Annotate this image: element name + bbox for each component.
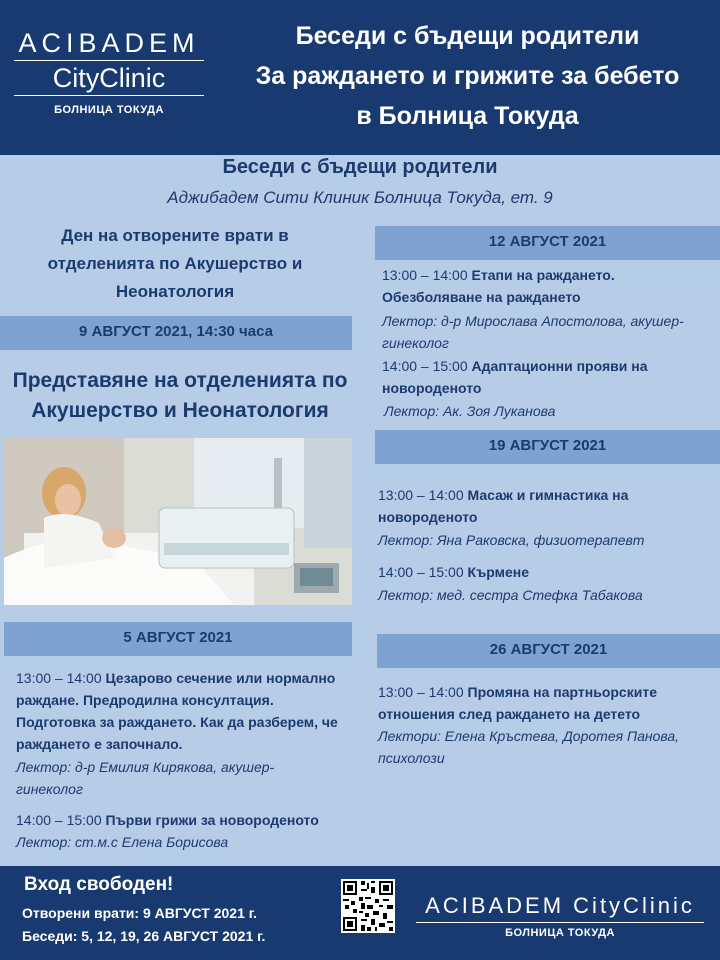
entry-topic: Кърмене: [467, 564, 530, 580]
photo-illustration: [4, 438, 352, 605]
entry-time: 13:00 – 14:00: [378, 487, 464, 503]
aug5-lector-1: Лектор: д-р Емилия Кирякова, акушер-гинеколог: [16, 759, 275, 797]
aug5-lector-2: Лектор: ст.м.с Елена Борисова: [16, 834, 229, 850]
aug12-entry-2: [382, 355, 712, 399]
qr-code-graphic: [341, 879, 395, 933]
entry-topic: Цезарово сечение или нормално раждане. Предродилна консултация. Подготовка за раждането. Как да разберем, че раждането е започнало.: [16, 670, 338, 752]
aug5-entry-1: [16, 667, 346, 755]
entry-topic: Адаптационни прояви на новороденото: [382, 358, 648, 396]
entry-time: 13:00 – 14:00: [16, 670, 102, 686]
entry-time: 14:00 – 15:00: [16, 812, 102, 828]
qr-code-icon[interactable]: [341, 879, 395, 933]
footer-logo-subtitle: БОЛНИЦА ТОКУДА: [505, 927, 615, 939]
aug26-date-bar: 26 АВГУСТ 2021: [377, 634, 720, 668]
entry-time: 14:00 – 15:00: [378, 564, 464, 580]
logo-brand: ACIBADEM: [18, 28, 200, 58]
footer-logo-text: ACIBADEM CityClinic: [425, 893, 695, 918]
logo-subtitle: БОЛНИЦА ТОКУДА: [54, 104, 164, 116]
aug19-entry-2: [378, 561, 708, 583]
aug12-lector-1: Лектор: д-р Мирослава Апостолова, акушер-гинеколог: [382, 313, 684, 351]
intro-subtitle: Беседи с бъдещи родители: [222, 156, 498, 178]
aug19-lector-1: Лектор: Яна Раковска, физиотерапевт: [378, 532, 645, 548]
entry-time: 13:00 – 14:00: [382, 267, 468, 283]
presentation-title: Представяне на отделенията по Акушерство и Неонатология: [12, 369, 348, 422]
entry-topic: Първи грижи за новороденото: [105, 812, 319, 828]
acibadem-logo: [14, 28, 204, 116]
entry-topic: Етапи на раждането. Обезболяване на раждането: [382, 267, 615, 305]
talks-dates-text: Беседи: 5, 12, 19, 26 АВГУСТ 2021 г.: [22, 928, 266, 944]
aug12-lector-2: Лектор: Ак. Зоя Луканова: [384, 403, 556, 419]
aug19-date-bar: 19 АВГУСТ 2021: [375, 430, 720, 464]
logo-divider: [14, 60, 204, 61]
open-day-date-bar: 9 АВГУСТ 2021, 14:30 часа: [0, 316, 352, 350]
open-doors-text: Отворени врати: 9 АВГУСТ 2021 г.: [22, 905, 258, 921]
logo-city: CityClinic: [52, 63, 166, 93]
entry-time: 14:00 – 15:00: [382, 358, 468, 374]
title-line-1: Беседи с бъдещи родители: [295, 22, 640, 50]
mother-baby-photo: [4, 438, 352, 605]
aug5-entry-2: [16, 809, 356, 831]
open-day-title: Ден на отворените врати в отделенията по Акушерство и Неонатология: [47, 226, 303, 301]
aug12-date-bar: 12 АВГУСТ 2021: [375, 226, 720, 260]
intro-location: Аджибадем Сити Клиник Болница Токуда, ет. 9: [167, 188, 553, 207]
entry-time: 13:00 – 14:00: [378, 684, 464, 700]
header-banner: [0, 0, 720, 155]
aug19-lector-2: Лектор: мед. сестра Стефка Табакова: [378, 587, 643, 603]
footer-logo-divider: [416, 922, 704, 923]
footer-acibadem-logo: [412, 894, 708, 939]
entry-topic: Промяна на партньорските отношения след раждането на детето: [378, 684, 657, 722]
aug19-entry-1: [378, 484, 708, 528]
free-entry-text: Вход свободен!: [24, 874, 174, 895]
title-line-2: За раждането и грижите за бебето: [255, 62, 680, 90]
footer-banner: [0, 866, 720, 960]
page-title: [215, 16, 720, 136]
aug26-lector-1: Лектори: Елена Кръстева, Доротея Панова, психолози: [378, 728, 680, 766]
logo-divider: [14, 95, 204, 96]
aug12-entry-1: [382, 264, 712, 308]
aug5-date-bar: 5 АВГУСТ 2021: [4, 622, 352, 656]
entry-topic: Масаж и гимнастика на новороденото: [378, 487, 629, 525]
title-line-3: в Болница Токуда: [356, 102, 579, 130]
aug26-entry-1: [378, 681, 708, 725]
